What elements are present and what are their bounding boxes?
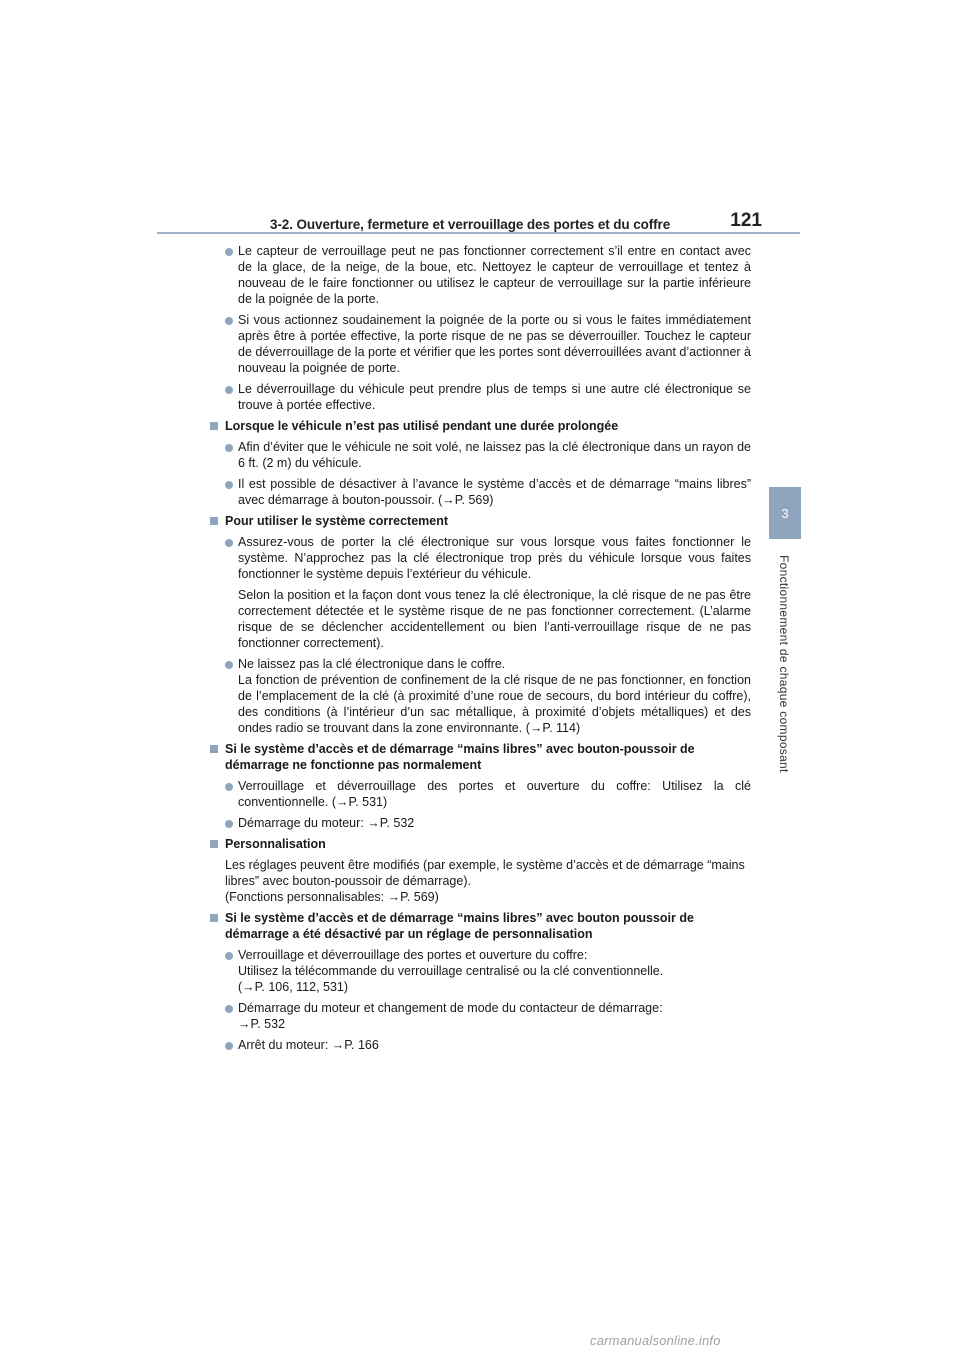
section-heading-text: Lorsque le véhicule n’est pas utilisé pendant une durée prolongée	[225, 419, 619, 433]
section-heading-text: Si le système d’accès et de démarrage “mains libres” avec bouton poussoir de démarrage a été désactivé par un réglage de personnalisation	[225, 911, 694, 941]
bullet-text: Afin d’éviter que le véhicule ne soit volé, ne laissez pas la clé électronique dans un rayon de 6 ft. (2 m) du véhicule.	[238, 440, 751, 470]
bullet-continuation: Selon la position et la façon dont vous tenez la clé électronique, la clé risque de ne pas être correctement détectée et le système risque de ne pas fonctionner correctement. (L’alarme risque de se déclencher accidentellement ou bien l’anti-verrouillage risque de ne pas fonctionner correctement).	[238, 588, 751, 650]
section-heading	[210, 910, 751, 942]
bullet-text: Verrouillage et déverrouillage des portes et ouverture du coffre: Utilisez la clé conventionnelle. (→P. 531)	[238, 779, 751, 809]
bullet-icon	[225, 820, 233, 828]
list-item	[210, 815, 751, 831]
bullet-icon	[225, 481, 233, 489]
bullet-text: Utilisez la télécommande du verrouillage centralisé ou la clé conventionnelle.	[238, 964, 664, 978]
section-heading-text: Si le système d’accès et de démarrage “mains libres” avec bouton-poussoir de démarrage ne fonctionne pas normalement	[225, 742, 695, 772]
section-heading	[210, 741, 751, 773]
section-heading-text: Personnalisation	[225, 837, 326, 851]
bullet-text: Démarrage du moteur et changement de mode du contacteur de démarrage:	[238, 1001, 663, 1015]
page-content	[210, 243, 751, 1058]
bullet-icon	[225, 783, 233, 791]
square-bullet-icon	[210, 745, 218, 753]
chapter-side-label: Fonctionnement de chaque composant	[777, 555, 791, 773]
section-heading	[210, 513, 751, 529]
watermark: carmanualsonline.info	[590, 1333, 721, 1348]
bullet-icon	[225, 248, 233, 256]
bullet-icon	[225, 1005, 233, 1013]
paragraph-text: (Fonctions personnalisables: →P. 569)	[225, 890, 439, 904]
paragraph-text: Les réglages peuvent être modifiés (par exemple, le système d’accès et de démarrage “mains libres” avec bouton-poussoir de démarrage).	[225, 858, 745, 888]
square-bullet-icon	[210, 840, 218, 848]
bullet-text: Assurez-vous de porter la clé électronique sur vous lorsque vous faites fonctionner le système. N’approchez pas la clé électronique trop près du véhicule lorsque vous faites fonctionner le système depuis l’extérieur du véhicule.	[238, 535, 751, 581]
chapter-tab	[769, 487, 801, 539]
bullet-text: Ne laissez pas la clé électronique dans le coffre.	[238, 657, 506, 671]
bullet-icon	[225, 661, 233, 669]
bullet-continuation: La fonction de prévention de confinement de la clé risque de ne pas fonctionner, en fonction de l’emplacement de la clé (à proximité d’une roue de secours, du bord intérieur du coffre), des conditions (à l’intérieur d’un sac métallique, à proximité d’objets métalliques) et des ondes radio se trouvant dans la zone environnante. (→P. 114)	[238, 673, 751, 735]
header-divider	[157, 232, 800, 234]
paragraph	[210, 857, 751, 905]
bullet-icon	[225, 952, 233, 960]
bullet-icon	[225, 1042, 233, 1050]
chapter-title: 3-2. Ouverture, fermeture et verrouillage des portes et du coffre	[270, 217, 671, 232]
list-item	[210, 534, 751, 651]
list-item	[210, 243, 751, 307]
bullet-text: Arrêt du moteur: →P. 166	[238, 1038, 379, 1052]
list-item	[210, 947, 751, 995]
bullet-text: Démarrage du moteur: →P. 532	[238, 816, 415, 830]
section-heading	[210, 418, 751, 434]
list-item	[210, 778, 751, 810]
bullet-icon	[225, 444, 233, 452]
list-item	[210, 381, 751, 413]
bullet-text: Si vous actionnez soudainement la poignée de la porte ou si vous le faites immédiatement après être à portée effective, la porte risque de ne pas se déverrouiller. Touchez le capteur de déverrouillage de la porte et vérifier que les portes sont déverrouillées avant d’actionner à nouveau la poignée de porte.	[238, 313, 751, 375]
bullet-text: (→P. 106, 112, 531)	[238, 980, 349, 994]
bullet-text: Le déverrouillage du véhicule peut prendre plus de temps si une autre clé électronique se trouve à portée effective.	[238, 382, 751, 412]
list-item	[210, 656, 751, 736]
page-number: 121	[730, 210, 762, 231]
chapter-number: 3	[781, 505, 789, 521]
bullet-text: Verrouillage et déverrouillage des portes et ouverture du coffre:	[238, 948, 588, 962]
bullet-icon	[225, 386, 233, 394]
list-item	[210, 1000, 751, 1032]
square-bullet-icon	[210, 422, 218, 430]
list-item	[210, 439, 751, 471]
section-heading	[210, 836, 751, 852]
list-item	[210, 1037, 751, 1053]
bullet-text: Le capteur de verrouillage peut ne pas fonctionner correctement s’il entre en contact avec de la glace, de la neige, de la boue, etc. Nettoyez le capteur de verrouillage et tentez à nouveau de le faire fonctionner ou utilisez le capteur de verrouillage sur la partie inférieure de la poignée de la porte.	[238, 244, 751, 306]
section-heading-text: Pour utiliser le système correctement	[225, 514, 449, 528]
square-bullet-icon	[210, 914, 218, 922]
list-item	[210, 476, 751, 508]
bullet-text: →P. 532	[238, 1017, 286, 1031]
list-item	[210, 312, 751, 376]
bullet-icon	[225, 539, 233, 547]
page-header	[270, 206, 762, 232]
square-bullet-icon	[210, 517, 218, 525]
bullet-text: Il est possible de désactiver à l’avance le système d’accès et de démarrage “mains libres” avec démarrage à bouton-poussoir. (→P. 569)	[238, 477, 751, 507]
bullet-icon	[225, 317, 233, 325]
